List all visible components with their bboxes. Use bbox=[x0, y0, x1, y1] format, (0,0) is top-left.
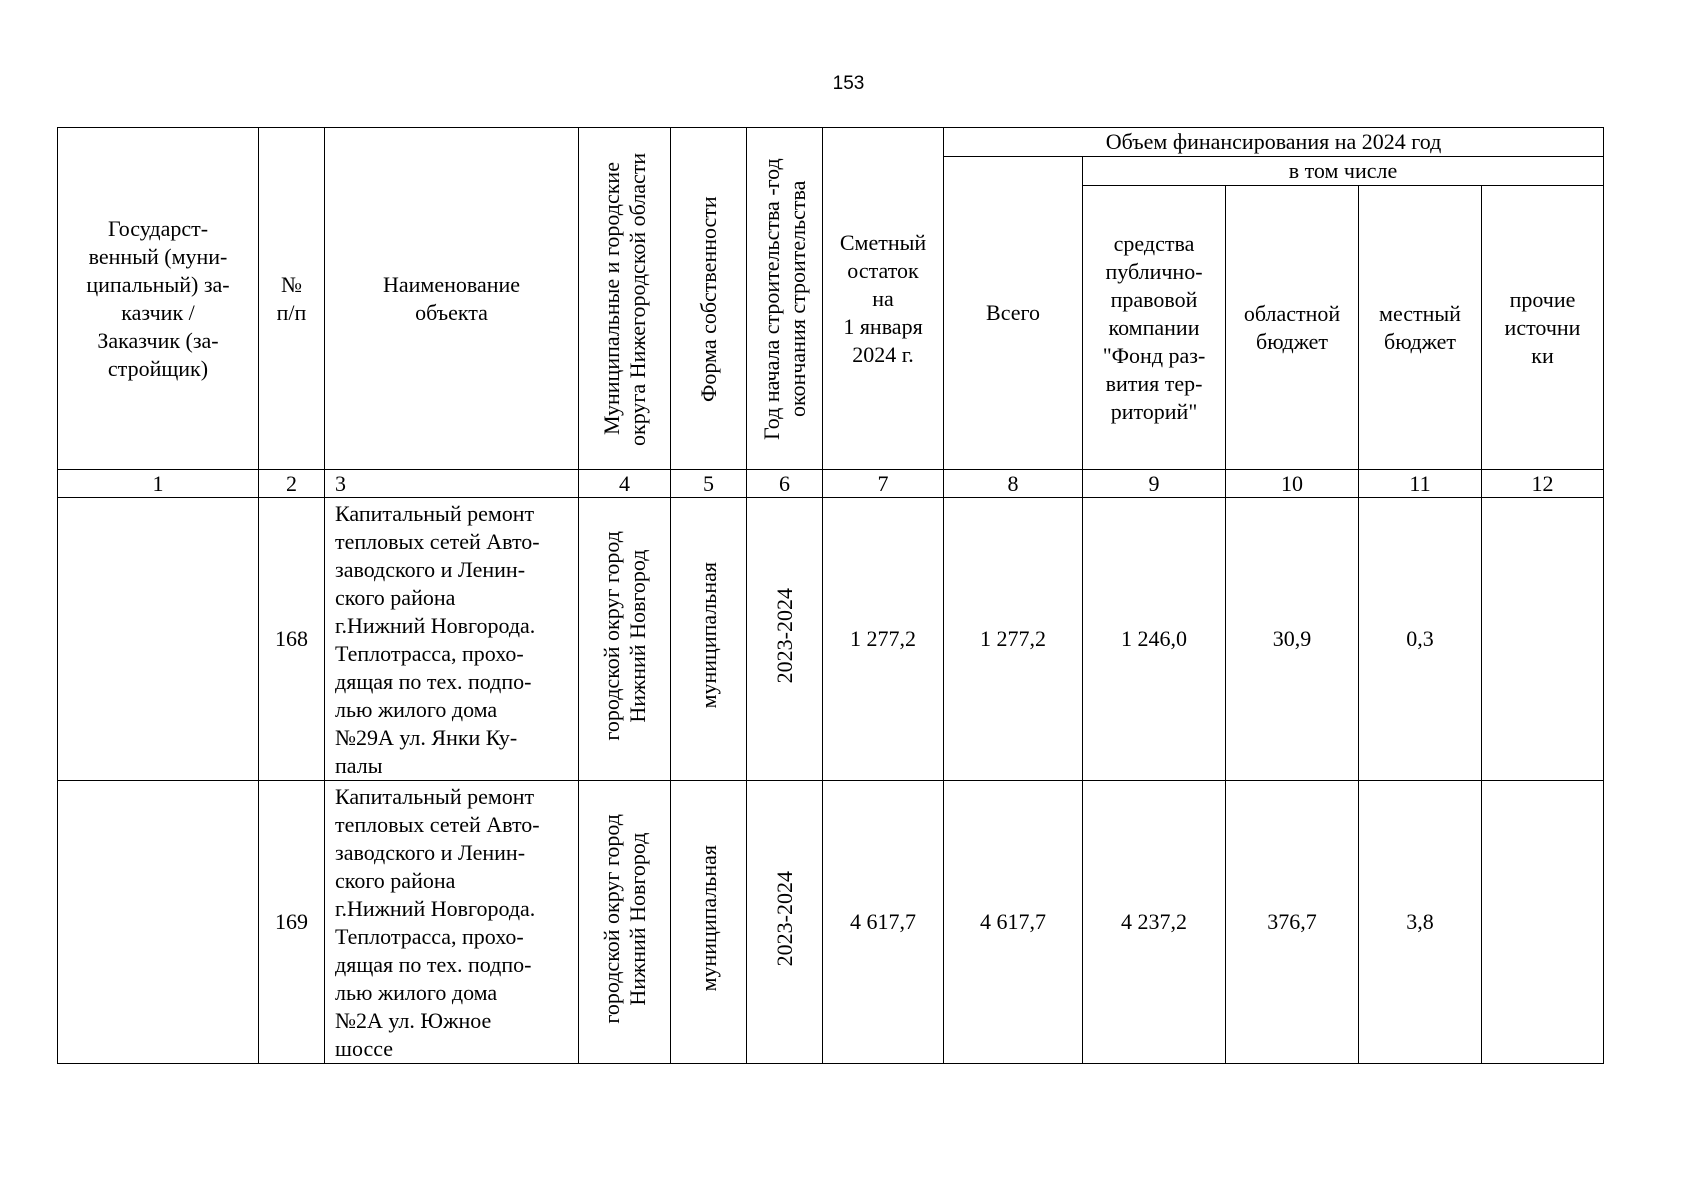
header-fund: средства публично- правовой компании "Фонд раз- вития тер- риторий" bbox=[1083, 186, 1226, 470]
header-number: № п/п bbox=[259, 128, 325, 470]
row-ownership-cell bbox=[671, 498, 747, 781]
row-regional: 376,7 bbox=[1226, 781, 1359, 1064]
row-years-cell bbox=[747, 781, 823, 1064]
header-other: прочие источни ки bbox=[1482, 186, 1604, 470]
table-row bbox=[58, 498, 1604, 781]
header-local: местный бюджет bbox=[1359, 186, 1482, 470]
column-number: 12 bbox=[1482, 470, 1604, 498]
header-funding-2024: Объем финансирования на 2024 год bbox=[944, 128, 1604, 157]
header-object-name: Наименование объекта bbox=[325, 128, 579, 470]
row-ownership: муниципальная bbox=[695, 562, 721, 709]
header-years: Год начала строительства -год окончания строительства bbox=[758, 157, 810, 440]
column-number: 5 bbox=[671, 470, 747, 498]
column-number: 8 bbox=[944, 470, 1083, 498]
header-municipality-cell bbox=[579, 128, 671, 470]
row-ownership: муниципальная bbox=[695, 845, 721, 992]
header-estimated-balance: Сметный остаток на 1 января 2024 г. bbox=[823, 128, 944, 470]
header-customer: Государст- венный (муни- ципальный) за- казчик / Заказчик (за- стройщик) bbox=[58, 128, 259, 470]
header-total: Всего bbox=[944, 157, 1083, 470]
column-number: 10 bbox=[1226, 470, 1359, 498]
column-number-row bbox=[58, 470, 1604, 498]
column-number: 4 bbox=[579, 470, 671, 498]
row-municipality-cell bbox=[579, 781, 671, 1064]
financing-table bbox=[57, 127, 1604, 1064]
column-number: 11 bbox=[1359, 470, 1482, 498]
row-customer bbox=[58, 781, 259, 1064]
column-number: 7 bbox=[823, 470, 944, 498]
row-ownership-cell bbox=[671, 781, 747, 1064]
header-regional: областной бюджет bbox=[1226, 186, 1359, 470]
row-years: 2023-2024 bbox=[771, 870, 797, 967]
row-regional: 30,9 bbox=[1226, 498, 1359, 781]
row-local: 3,8 bbox=[1359, 781, 1482, 1064]
page-number: 153 bbox=[832, 73, 865, 94]
row-customer bbox=[58, 498, 259, 781]
row-total: 1 277,2 bbox=[944, 498, 1083, 781]
row-total: 4 617,7 bbox=[944, 781, 1083, 1064]
row-object-name: Капитальный ремонт тепловых сетей Авто- заводского и Ленин- ского района г.Нижний Новгорода. Теплотрасса, прохо- дящая по тех. подпо- лью жилого дома №29А ул. Янки Ку- палы bbox=[325, 498, 579, 781]
table-row bbox=[58, 781, 1604, 1064]
row-fund: 1 246,0 bbox=[1083, 498, 1226, 781]
column-number: 3 bbox=[325, 470, 579, 498]
row-fund: 4 237,2 bbox=[1083, 781, 1226, 1064]
row-number: 168 bbox=[259, 498, 325, 781]
row-years-cell bbox=[747, 498, 823, 781]
row-municipality: городской округ город Нижний Новгород bbox=[598, 530, 650, 741]
row-number: 169 bbox=[259, 781, 325, 1064]
row-estimated-balance: 4 617,7 bbox=[823, 781, 944, 1064]
header-municipality: Муниципальные и городские округа Нижегородской области bbox=[598, 151, 650, 446]
row-object-name: Капитальный ремонт тепловых сетей Авто- заводского и Ленин- ского района г.Нижний Новгорода. Теплотрасса, прохо- дящая по тех. подпо- лью жилого дома №2А ул. Южное шоссе bbox=[325, 781, 579, 1064]
row-estimated-balance: 1 277,2 bbox=[823, 498, 944, 781]
header-years-cell bbox=[747, 128, 823, 470]
row-years: 2023-2024 bbox=[771, 587, 797, 684]
column-number: 6 bbox=[747, 470, 823, 498]
header-including: в том числе bbox=[1083, 157, 1604, 186]
header-ownership-cell bbox=[671, 128, 747, 470]
column-number: 2 bbox=[259, 470, 325, 498]
row-local: 0,3 bbox=[1359, 498, 1482, 781]
row-municipality-cell bbox=[579, 498, 671, 781]
row-other bbox=[1482, 498, 1604, 781]
row-other bbox=[1482, 781, 1604, 1064]
row-municipality: городской округ город Нижний Новгород bbox=[598, 813, 650, 1024]
column-number: 9 bbox=[1083, 470, 1226, 498]
column-number: 1 bbox=[58, 470, 259, 498]
header-ownership: Форма собственности bbox=[695, 195, 721, 402]
